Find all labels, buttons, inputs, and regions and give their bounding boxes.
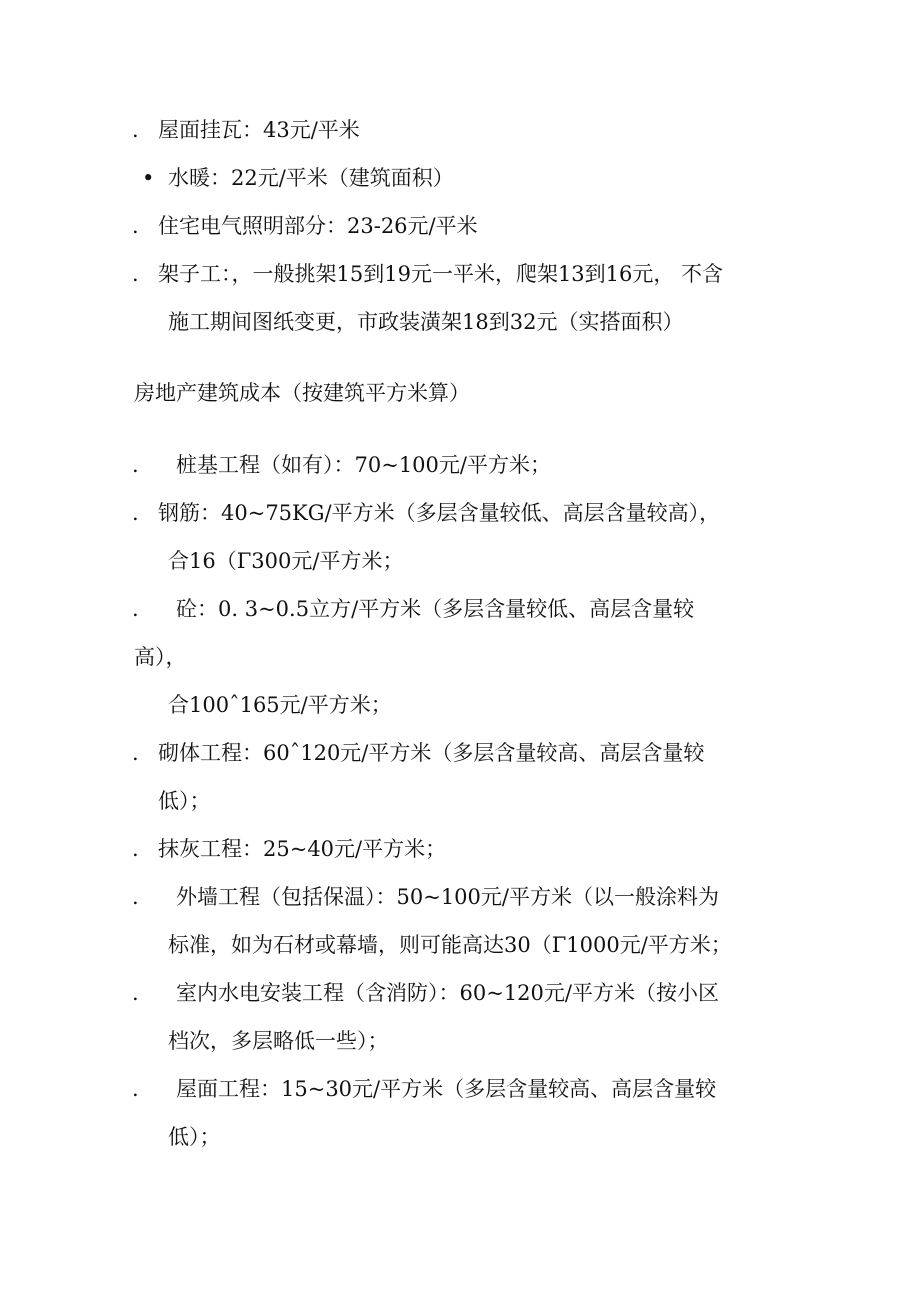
item-mep-line1: 室内水电安装工程（含消防）：60~120元/平方米（按小区: [176, 981, 719, 1005]
item-exterior-line2: 标准，如为石材或幕墙，则可能高达30（Γ1000元/平方米；: [168, 933, 732, 957]
item-pile: 桩基工程（如有）：70~100元/平方米；: [176, 453, 551, 477]
item-concrete-line3: 合100ˆ165元/平方米；: [168, 693, 392, 717]
item-roof-tile: 屋面挂瓦：43元/平米: [158, 118, 360, 142]
bullet-dot: .: [132, 214, 139, 238]
bullet-dot: .: [132, 741, 139, 765]
bullet-dot: .: [132, 453, 139, 477]
bullet-mid: •: [142, 166, 155, 190]
item-scaffold-line1: 架子工：，一般挑架15到19元一平米，爬架13到16元， 不含: [158, 262, 724, 286]
bullet-dot: .: [132, 262, 139, 286]
item-roof-line2: 低）；: [168, 1125, 221, 1149]
item-concrete-line2: 高），: [134, 645, 187, 669]
item-roof-line1: 屋面工程：15~30元/平方米（多层含量较高、高层含量较: [176, 1077, 717, 1101]
item-rebar-line1: 钢筋：40~75KG/平方米（多层含量较低、高层含量较高），: [158, 501, 721, 525]
bullet-dot: .: [132, 597, 139, 621]
item-mep-line2: 档次，多层略低一些）；: [168, 1029, 389, 1053]
bullet-dot: .: [132, 1077, 139, 1101]
item-plaster: 抹灰工程：25~40元/平方米；: [158, 837, 447, 861]
item-masonry-line1: 砌体工程：60ˆ120元/平方米（多层含量较高、高层含量较: [158, 741, 705, 765]
bullet-dot: .: [132, 118, 139, 142]
item-concrete-line1: 砼：0. 3~0.5立方/平方米（多层含量较低、高层含量较: [176, 597, 695, 621]
bullet-dot: .: [132, 885, 139, 909]
bullet-dot: .: [132, 981, 139, 1005]
item-plumbing-heating: 水暖：22元/平米（建筑面积）: [168, 166, 454, 190]
item-scaffold-line2: 施工期间图纸变更，市政装潢架18到32元（实搭面积）: [168, 310, 684, 334]
item-electrical-lighting: 住宅电气照明部分：23-26元/平米: [158, 214, 478, 238]
item-exterior-line1: 外墙工程（包括保温）：50~100元/平方米（以一般涂料为: [176, 885, 719, 909]
item-rebar-line2: 合16（Γ300元/平方米；: [168, 549, 404, 573]
item-masonry-line2: 低）；: [158, 789, 211, 813]
section-title: 房地产建筑成本（按建筑平方米算）: [134, 381, 470, 405]
bullet-dot: .: [132, 501, 139, 525]
bullet-dot: .: [132, 837, 139, 861]
